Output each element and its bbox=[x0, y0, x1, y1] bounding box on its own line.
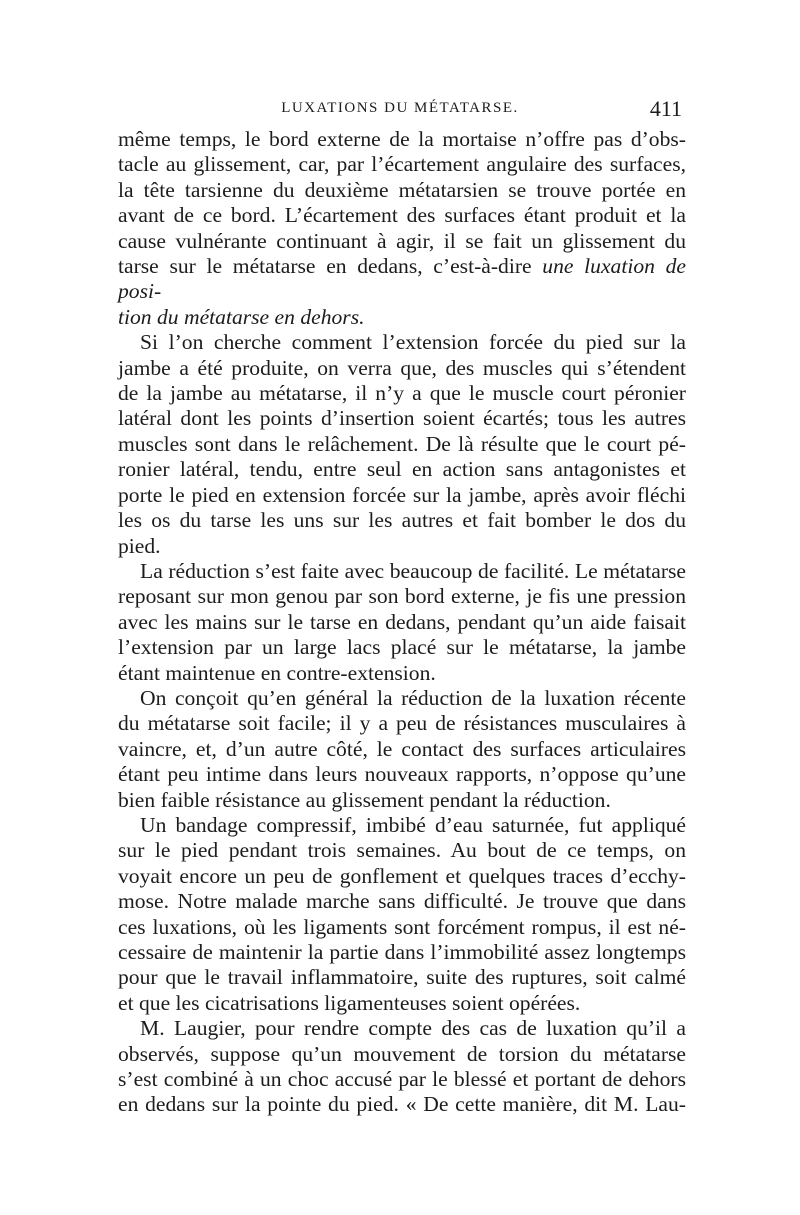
line-text: tacle au glissement, car, par l’écartement angulaire des surfaces, bbox=[118, 152, 686, 177]
line-text: étant maintenue en contre-extension. bbox=[118, 660, 436, 685]
line-text: M. Laugier, pour rendre compte des cas de luxation qu’il a bbox=[140, 1016, 686, 1041]
text-line bbox=[118, 127, 686, 152]
text-line bbox=[118, 1016, 686, 1041]
text-line bbox=[118, 584, 686, 609]
text-line bbox=[118, 661, 686, 686]
page-header bbox=[118, 96, 682, 130]
text-line bbox=[118, 356, 686, 381]
text-line bbox=[118, 940, 686, 965]
text-line bbox=[118, 381, 686, 406]
text-line bbox=[118, 508, 686, 533]
text-line bbox=[118, 483, 686, 508]
text-line bbox=[118, 889, 686, 914]
line-text: avec les mains sur le tarse en dedans, pendant qu’un aide faisait bbox=[118, 609, 686, 634]
line-text: en dedans sur la pointe du pied. « De cette manière, dit M. Lau- bbox=[118, 1092, 686, 1117]
text-line bbox=[118, 686, 686, 711]
text-line bbox=[118, 965, 686, 990]
line-text: s’est combiné à un choc accusé par le blessé et portant de dehors bbox=[118, 1067, 686, 1092]
text-line bbox=[118, 457, 686, 482]
line-text: ces luxations, où les ligaments sont forcément rompus, il est né- bbox=[118, 914, 686, 939]
text-line bbox=[118, 635, 686, 660]
text-line bbox=[118, 813, 686, 838]
line-text: vaincre, et, d’un autre côté, le contact des surfaces articulaires bbox=[118, 736, 686, 761]
text-line bbox=[118, 152, 686, 177]
line-text: Si l’on cherche comment l’extension forcée du pied sur la bbox=[140, 330, 686, 355]
text-line bbox=[118, 305, 686, 330]
text-line bbox=[118, 864, 686, 889]
line-text: muscles sont dans le relâchement. De là résulte que le court pé- bbox=[118, 431, 686, 456]
line-text: l’extension par un large lacs placé sur le métatarse, la jambe bbox=[118, 635, 686, 660]
text-line bbox=[118, 559, 686, 584]
line-text: voyait encore un peu de gonflement et quelques traces d’ecchy- bbox=[118, 863, 686, 888]
line-text: étant peu intime dans leurs nouveaux rapports, n’oppose qu’une bbox=[118, 762, 686, 787]
line-text: cessaire de maintenir la partie dans l’immobilité assez longtemps bbox=[118, 940, 686, 964]
line-text: La réduction s’est faite avec beaucoup de facilité. Le métatarse bbox=[140, 558, 686, 583]
text-line bbox=[118, 915, 686, 940]
text-line bbox=[118, 229, 686, 254]
page-number: 411 bbox=[649, 96, 682, 121]
text-line bbox=[118, 432, 686, 457]
text-line bbox=[118, 1092, 686, 1117]
line-text: même temps, le bord externe de la mortaise n’offre pas d’obs- bbox=[118, 127, 686, 151]
line-text: jambe a été produite, on verra que, des muscles qui s’étendent bbox=[118, 355, 686, 380]
line-italic-text: une luxation de posi- bbox=[118, 254, 686, 304]
text-line bbox=[118, 178, 686, 203]
text-line bbox=[118, 737, 686, 762]
text-line bbox=[118, 1067, 686, 1092]
line-italic-text: tion du métatarse en dehors. bbox=[118, 304, 365, 329]
line-text: observés, suppose qu’un mouvement de torsion du métatarse bbox=[118, 1041, 686, 1066]
text-line bbox=[118, 254, 686, 305]
line-text: la tête tarsienne du deuxième métatarsien se trouve portée en bbox=[118, 177, 686, 202]
line-text: bien faible résistance au glissement pendant la réduction. bbox=[118, 787, 611, 812]
line-text: pour que le travail inflammatoire, suite des ruptures, soit calmé bbox=[118, 965, 686, 990]
line-text: latéral dont les points d’insertion soient écartés; tous les autres bbox=[118, 406, 686, 431]
body-text bbox=[118, 127, 686, 1118]
line-text: du métatarse soit facile; il y a peu de résistances musculaires à bbox=[118, 711, 686, 736]
line-text: pied. bbox=[118, 533, 161, 558]
text-line bbox=[118, 203, 686, 228]
line-text: mose. Notre malade marche sans difficulté. Je trouve que dans bbox=[118, 889, 686, 914]
line-text: les os du tarse les uns sur les autres et fait bomber le dos du bbox=[118, 508, 686, 533]
line-text: et que les cicatrisations ligamenteuses soient opérées. bbox=[118, 990, 581, 1015]
line-text: reposant sur mon genou par son bord externe, je fis une pression bbox=[118, 584, 686, 609]
line-text: de la jambe au métatarse, il n’y a que le muscle court péronier bbox=[118, 381, 686, 406]
text-line bbox=[118, 534, 686, 559]
line-text: Un bandage compressif, imbibé d’eau saturnée, fut appliqué bbox=[140, 812, 686, 837]
line-text: ronier latéral, tendu, entre seul en action sans antagonistes et bbox=[118, 457, 686, 482]
text-line bbox=[118, 991, 686, 1016]
text-line bbox=[118, 330, 686, 355]
line-text: avant de ce bord. L’écartement des surfaces étant produit et la bbox=[118, 203, 686, 228]
line-text: porte le pied en extension forcée sur la jambe, après avoir fléchi bbox=[118, 482, 686, 507]
text-line bbox=[118, 838, 686, 863]
text-line bbox=[118, 1042, 686, 1067]
text-line bbox=[118, 762, 686, 787]
running-title: LUXATIONS DU MÉTATARSE. bbox=[281, 100, 519, 116]
line-text: tarse sur le métatarse en dedans, c’est-à-dire bbox=[118, 254, 543, 279]
text-line bbox=[118, 711, 686, 736]
line-text: cause vulnérante continuant à agir, il se fait un glissement du bbox=[118, 228, 686, 253]
line-text: On conçoit qu’en général la réduction de la luxation récente bbox=[140, 685, 686, 710]
text-line bbox=[118, 406, 686, 431]
line-text: sur le pied pendant trois semaines. Au bout de ce temps, on bbox=[118, 838, 686, 863]
text-line bbox=[118, 788, 686, 813]
text-line bbox=[118, 610, 686, 635]
